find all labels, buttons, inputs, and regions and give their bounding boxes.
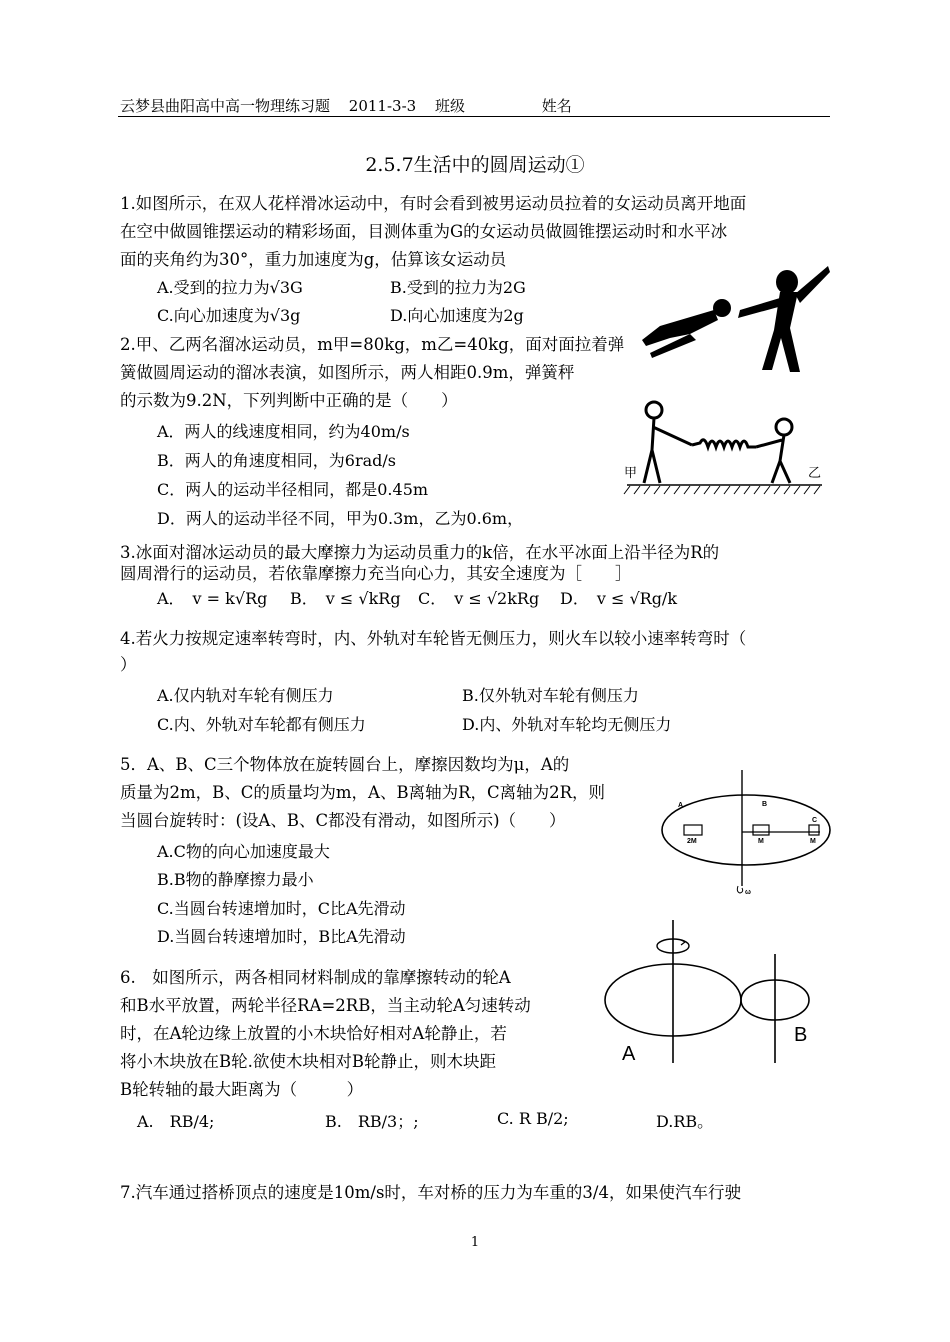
q6-option-c: C. R B/2; — [497, 1109, 569, 1128]
header-rule — [118, 116, 830, 117]
q5-turntable-figure — [660, 768, 832, 896]
q2-fig-label-left: 甲 — [624, 466, 638, 481]
page-number: 1 — [470, 1235, 480, 1250]
q3-line2: 圆周滑行的运动员，若依靠摩擦力充当向心力，其安全速度为［ ］ — [120, 564, 632, 583]
q3-option-a: A． v = k√Rg — [157, 589, 268, 608]
q4-option-a: A.仅内轨对车轮有侧压力 — [157, 686, 334, 705]
q6-fig-label-b: B — [794, 1024, 808, 1046]
q5-fig-label-c: C — [812, 817, 818, 824]
q4-option-d: D.内、外轨对车轮均无侧压力 — [462, 715, 672, 734]
q2-option-a: A．两人的线速度相同，约为40m/s — [157, 422, 410, 441]
q2-fig-label-right: 乙 — [808, 466, 822, 481]
q2-option-b: B．两人的角速度相同，为6rad/s — [157, 451, 396, 470]
q1-skaters-figure — [640, 248, 830, 376]
q6-line4: 将小木块放在B轮.欲使木块相对B轮静止，则木块距 — [120, 1052, 496, 1071]
q5-fig-label-a: A — [678, 802, 684, 809]
q4-option-b: B.仅外轨对车轮有侧压力 — [462, 686, 639, 705]
q7-line1: 7.汽车通过搭桥顶点的速度是10m/s时，车对桥的压力为车重的3/4，如果使汽车行驶 — [120, 1183, 741, 1202]
q2-option-c: C．两人的运动半径相同，都是0.45m — [157, 480, 429, 499]
q5-line1: 5．A、B、C三个物体放在旋转圆台上，摩擦因数均为μ，A的 — [120, 755, 570, 774]
q5-option-a: A.C物的向心加速度最大 — [157, 842, 330, 861]
q6-option-b: B. RB/3；; — [325, 1112, 419, 1131]
q6-line3: 时，在A轮边缘上放置的小木块恰好相对A轮静止，若 — [120, 1024, 507, 1043]
q5-line2: 质量为2m，B、C的质量均为m，A、B离轴为R，C离轴为2R，则 — [120, 783, 606, 802]
q1-option-d: D.向心加速度为2g — [390, 306, 524, 325]
header-date: 2011-3-3 — [348, 97, 417, 115]
q6-fig-label-a: A — [622, 1043, 636, 1065]
q6-line5: B轮转轴的最大距离为（ ） — [120, 1080, 364, 1099]
q1-line2: 在空中做圆锥摆运动的精彩场面，目测体重为G的女运动员做圆锥摆运动时和水平冰 — [120, 222, 728, 241]
q1-option-b: B.受到的拉力为2G — [390, 278, 526, 297]
q3-line1: 3.冰面对溜冰运动员的最大摩擦力为运动员重力的k倍，在水平冰面上沿半径为R的 — [120, 543, 720, 562]
header-school: 云梦县曲阳高中高一物理练习题 — [120, 97, 331, 115]
q5-option-d: D.当圆台转速增加时，B比A先滑动 — [157, 927, 406, 946]
q6-line1: 6. 如图所示，两各相同材料制成的靠摩擦转动的轮A — [120, 968, 511, 987]
q1-line1: 1.如图所示，在双人花样滑冰运动中，有时会看到被男运动员拉着的女运动员离开地面 — [120, 194, 747, 213]
q5-fig-mass-c: M — [810, 838, 816, 845]
q5-fig-mass-a: 2M — [687, 838, 697, 845]
q1-option-c: C.向心加速度为√3g — [157, 306, 301, 325]
page-title: 2.5.7生活中的圆周运动① — [365, 154, 585, 176]
q2-option-d: D．两人的运动半径不同，甲为0.3m，乙为0.6m， — [157, 509, 524, 528]
q5-fig-mass-b: M — [758, 838, 764, 845]
q2-line2: 簧做圆周运动的溜冰表演，如图所示，两人相距0.9m，弹簧秤 — [120, 363, 575, 382]
q6-line2: 和B水平放置，两轮半径RA=2RB，当主动轮A匀速转动 — [120, 996, 531, 1015]
page-header — [120, 95, 586, 116]
q5-line3: 当圆台旋转时：(设A、B、C都没有滑动，如图所示)（ ） — [120, 811, 566, 830]
q2-line3: 的示数为9.2N，下列判断中正确的是（ ） — [120, 391, 458, 410]
q4-line1: 4.若火力按规定速率转弯时，内、外轨对车轮皆无侧压力，则火车以较小速率转弯时（ — [120, 629, 747, 648]
q5-fig-omega: ω — [745, 889, 751, 896]
header-name-label: 姓名 — [541, 97, 572, 115]
q6-option-a: A. RB/4; — [137, 1112, 215, 1131]
q5-option-c: C.当圆台转速增加时，C比A先滑动 — [157, 899, 406, 918]
q3-option-d: D． v ≤ √Rg/k — [560, 589, 678, 608]
q1-option-a: A.受到的拉力为√3G — [157, 278, 303, 297]
q2-line1: 2.甲、乙两名溜冰运动员，m甲=80kg，m乙=40kg，面对面拉着弹 — [120, 335, 625, 354]
q1-line3: 面的夹角约为30°，重力加速度为g，估算该女运动员 — [120, 250, 507, 269]
header-class-label: 班级 — [434, 97, 465, 115]
q3-option-c: C． v ≤ √2kRg — [418, 589, 540, 608]
q4-line2: ） — [120, 655, 137, 674]
q5-fig-label-b: B — [762, 801, 768, 808]
q6-option-d: D.RB。 — [656, 1112, 714, 1131]
q5-option-b: B.B物的静摩擦力最小 — [157, 870, 314, 889]
q3-option-b: B． v ≤ √kRg — [290, 589, 401, 608]
q2-spring-figure — [622, 395, 827, 495]
q6-wheels-figure — [595, 918, 825, 1068]
q4-option-c: C.内、外轨对车轮都有侧压力 — [157, 715, 366, 734]
